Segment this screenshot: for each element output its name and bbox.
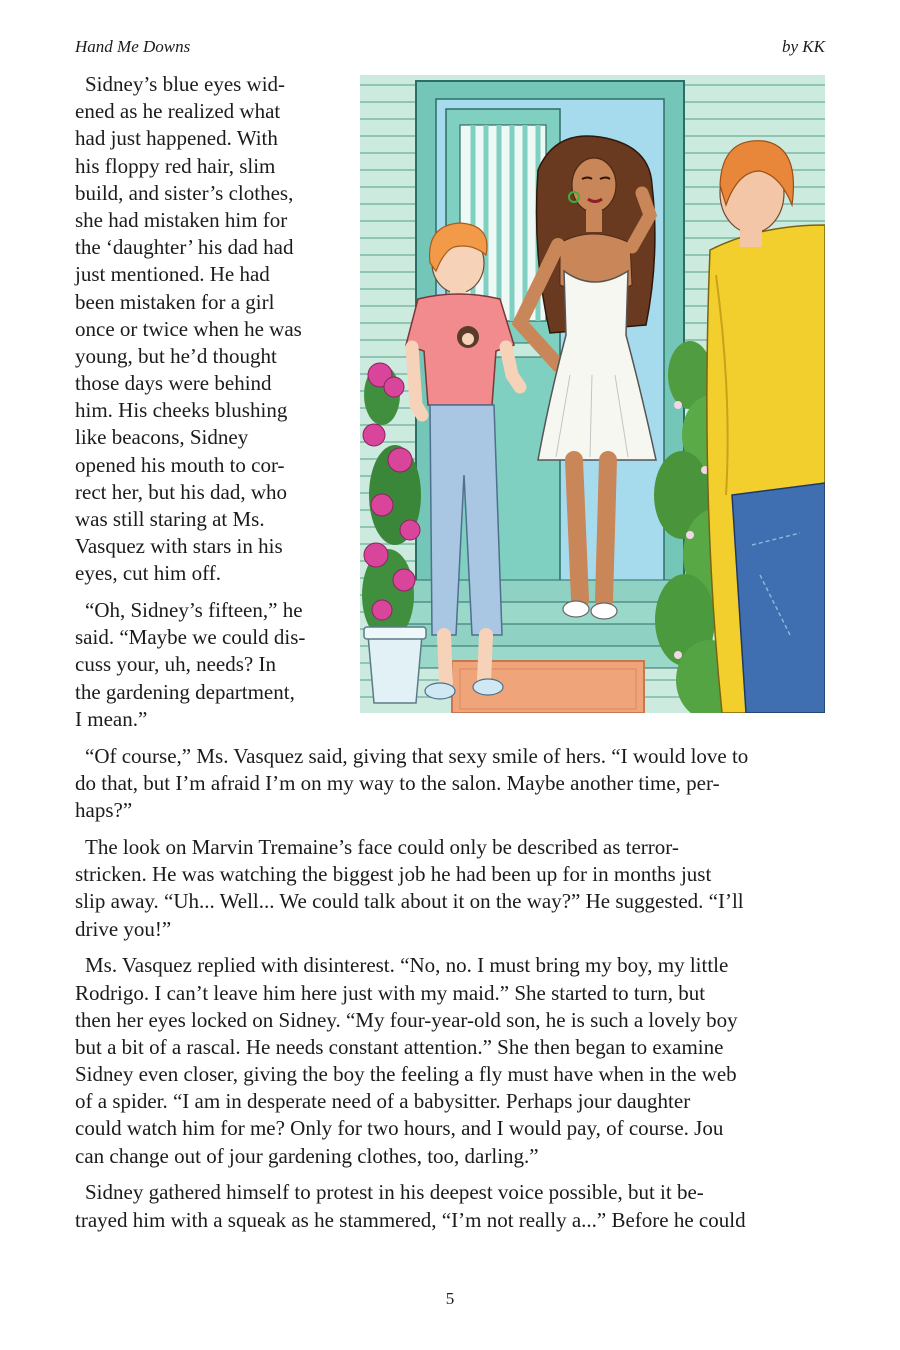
illustration [360,75,825,713]
text-line: those days were behind [75,371,272,396]
text-line: The look on Marvin Tremaine’s face could only be described as terror- [85,835,679,860]
text-line: was still staring at Ms. [75,507,265,531]
page-number: 5 [445,1289,455,1308]
paragraph [75,597,353,733]
text-line: ened as he realized what [75,99,281,124]
text-line: like beacons, Sidney [75,425,249,450]
text-line: do that, but I’m afraid I’m on my way to the salon. Maybe another time, per- [75,771,720,796]
text-line: haps?” [75,798,133,823]
paragraph [75,1179,830,1233]
text-line: young, but he’d thought [75,343,277,368]
text-line: been mistaken for a girl [75,289,275,314]
paragraph [75,952,830,1170]
running-head-author: by KK [782,37,825,56]
text-line: “Oh, Sidney’s fifteen,” he [85,598,303,623]
text-line: Rodrigo. I can’t leave him here just with my maid.” She started to turn, but [75,980,706,1005]
text-line: she had mistaken him for [75,207,288,232]
text-line: trayed him with a squeak as he stammered, “I’m not really a...” Before he could [75,1207,746,1232]
text-line: him. His cheeks blushing [75,398,288,423]
text-line: could watch him for me? Only for two hours, and I would pay, of course. Jou [75,1116,724,1141]
paragraph [75,71,353,588]
text-line: just mentioned. He had [75,262,270,287]
text-line: then her eyes locked on Sidney. “My four-year-old son, he is such a lovely boy [75,1007,738,1032]
text-line: cuss your, uh, needs? In [75,652,276,677]
text-line: had just happened. With [75,126,278,151]
text-line: Sidney gathered himself to protest in his deepest voice possible, but it be- [85,1180,704,1205]
text-line: I mean.” [75,706,148,731]
running-head-title: Hand Me Downs [75,37,191,56]
text-line: opened his mouth to cor- [75,452,285,477]
paragraph [75,743,830,825]
flower-pot [364,627,426,703]
text-line: Sidney’s blue eyes wid- [85,72,286,96]
paragraph [75,834,830,943]
text-line: slip away. “Uh... Well... We could talk about it on the way?” He suggested. “I’ll [75,889,744,914]
text-line: Ms. Vasquez replied with disinterest. “No, no. I must bring my boy, my little [85,953,729,978]
text-line: Vasquez with stars in his [75,534,283,559]
text-line: “Of course,” Ms. Vasquez said, giving that sexy smile of hers. “I would love to [85,744,749,768]
text-line: the gardening department, [75,679,295,704]
text-line: can change out of jour gardening clothes, too, darling.” [75,1143,539,1168]
text-column [75,71,353,733]
text-line: once or twice when he was [75,316,302,341]
text-line: his floppy red hair, slim [75,153,276,178]
text-line: but a bit of a rascal. He needs constant attention.” She then began to examine [75,1034,724,1059]
text-line: of a spider. “I am in desperate need of a babysitter. Perhaps jour daughter [75,1089,691,1114]
text-line: the ‘daughter’ his dad had [75,235,294,260]
text-body [75,743,830,1234]
text-line: Sidney even closer, giving the boy the feeling a fly must have when in the web [75,1062,737,1087]
text-line: rect her, but his dad, who [75,479,288,504]
text-line: build, and sister’s clothes, [75,180,294,205]
text-line: stricken. He was watching the biggest job he had been up for in months just [75,862,712,887]
text-line: eyes, cut him off. [75,561,221,586]
text-line: said. “Maybe we could dis- [75,625,306,650]
text-line: drive you!” [75,916,172,941]
